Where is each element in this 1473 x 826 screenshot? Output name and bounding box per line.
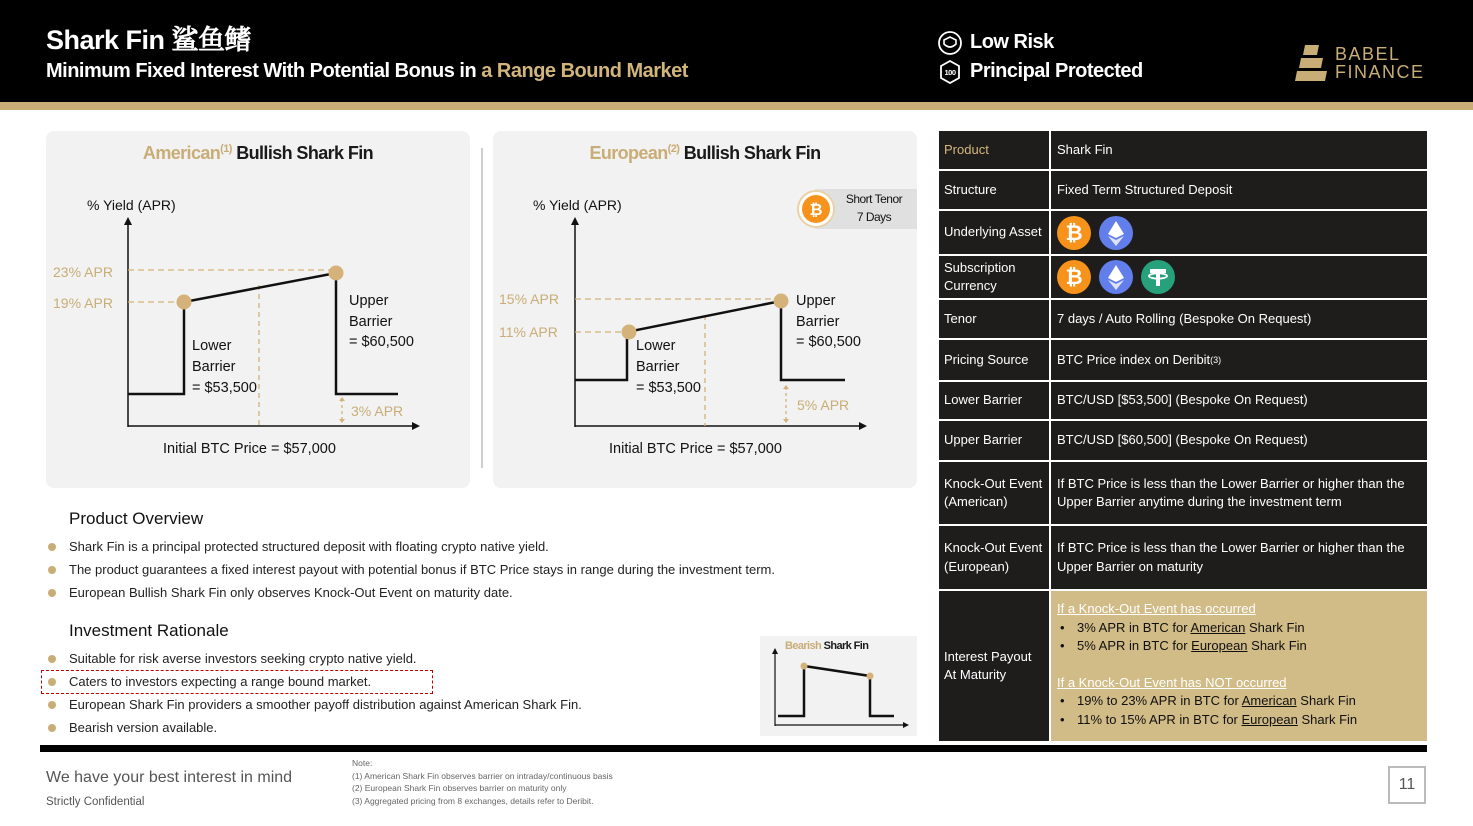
table-row [939,131,1427,171]
table-row [939,382,1427,421]
european-apr-low: 11% APR [499,324,558,340]
american-lower-line2: Barrier [192,359,236,375]
payout-text: Shark Fin [1296,693,1356,708]
chart-divider [481,148,483,468]
badge-low-risk-label: Low Risk [970,31,1054,53]
european-lower-line1: Lower [636,338,676,354]
american-upper-line3: = $60,500 [349,334,414,350]
subscription-value [1051,256,1427,298]
american-y-label: % Yield (APR) [87,197,176,213]
payout-text: 11% to 15% APR in BTC for [1077,711,1242,727]
product-value: Shark Fin [1051,131,1427,169]
bearish-y-arrow [772,648,778,654]
bitcoin-glyph: ₿ [809,200,823,219]
american-lower-point [177,295,192,310]
product-label: Product [939,131,1051,169]
american-payoff-diagram [46,131,470,488]
table-row [939,526,1427,591]
babel-logo [1293,43,1425,83]
european-lower-point [622,325,637,340]
american-x-arrow [412,422,420,430]
ko-american-value: If BTC Price is less than the Lower Barrier or higher than the Upper Barrier anytime during the investment term [1051,462,1427,524]
footer-confidential: Strictly Confidential [46,796,145,808]
ethereum-icon [1099,216,1133,250]
bearish-title-accent: Bearish [785,640,822,652]
bearish-payoff-line [778,666,894,716]
bearish-upper-point [801,663,808,670]
european-upper-line1: Upper [796,293,836,309]
babel-logo-icon [1293,43,1329,83]
logo-text [1335,45,1425,81]
payout-spacer [1057,656,1421,674]
european-x-label: Initial BTC Price = $57,000 [609,441,782,457]
american-upper-line2: Barrier [349,314,393,330]
rationale-heading: Investment Rationale [69,621,229,640]
list-item: European Bullish Shark Fin only observes Knock-Out Event on maturity date. [46,581,775,604]
svg-text:₿: ₿ [1065,220,1083,245]
european-chart-panel [493,131,917,488]
table-row [939,256,1427,300]
payout-noko-heading: If a Knock-Out Event has NOT occurred [1057,674,1287,690]
upper-barrier-value: BTC/USD [$60,500] (Bespoke On Request) [1051,421,1427,460]
tenor-badge-line2: 7 Days [856,210,892,224]
table-row [939,300,1427,340]
american-ko-arrow-down [339,419,345,423]
bearish-lower-point [867,673,874,680]
european-apr-ko: 5% APR [797,397,850,413]
list-item [1057,637,1421,656]
european-x-arrow [859,422,867,430]
list-item: European Shark Fin providers a smoother payoff distribution against American Shark Fin. [46,693,582,716]
american-chart-panel [46,131,470,488]
payout-text: European [1191,638,1248,653]
european-title-sup: (2) [667,143,680,155]
american-apr-ko: 3% APR [351,403,404,419]
tether-icon [1141,260,1175,294]
logo-line-1: BABEL [1335,44,1401,64]
european-y-arrow [571,217,579,225]
list-item: Suitable for risk averse investors seeking crypto native yield. [46,647,582,670]
page-title: Shark Fin 鲨鱼鳍 [46,25,252,55]
badge-principal-protected [938,57,1143,86]
bearish-x-arrow [903,722,909,728]
footer-tagline: We have your best interest in mind [46,769,293,786]
product-terms-table [939,131,1427,741]
table-row [939,421,1427,462]
logo-line-2: FINANCE [1335,62,1425,82]
payout-text: 5% APR in BTC for [1077,638,1192,653]
shield-check-icon [938,31,962,55]
payout-label: Interest Payout At Maturity [939,591,1051,741]
table-row [939,591,1427,741]
american-apr-high: 23% APR [53,264,113,280]
badge-principal-label: Principal Protected [970,60,1143,82]
payout-text: American [1241,693,1297,708]
payout-ko-heading: If a Knock-Out Event has occurred [1057,601,1256,616]
list-item: The product guarantees a fixed interest payout with potential bonus if BTC Price stays in range during the investment term. [46,558,775,581]
table-row [939,340,1427,382]
highlight-box [41,670,433,694]
american-upper-line1: Upper [349,293,389,309]
american-title-main: Bullish Shark Fin [231,143,374,163]
note-item: (1) American Shark Fin observes barrier on intraday/continuous basis [352,770,613,781]
european-title-accent: European [589,143,668,163]
subscription-label: Subscription Currency [939,256,1051,298]
bearish-payoff-diagram [760,636,917,736]
underlying-value [1051,211,1427,254]
pricing-label: Pricing Source [939,340,1051,380]
table-row [939,211,1427,256]
table-row [939,462,1427,526]
payout-text: American [1190,619,1246,635]
payout-value [1051,591,1427,741]
overview-list [46,535,775,604]
american-upper-point [329,266,344,281]
ethereum-icon [1099,260,1133,294]
payout-text: 3% APR in BTC for [1077,619,1191,635]
european-upper-point [774,294,789,309]
subtitle-main: Minimum Fixed Interest With Potential Bonus in [46,60,482,82]
pricing-text: BTC Price index on Deribit [1057,351,1211,367]
european-y-label: % Yield (APR) [533,197,622,213]
tenor-badge-line1: Short Tenor [845,192,903,206]
structure-label: Structure [939,171,1051,209]
american-title-accent: American [142,143,221,163]
payout-text: European [1241,711,1298,727]
american-lower-line1: Lower [192,338,232,354]
table-row [939,171,1427,211]
risk-badges [938,28,1143,86]
svg-text:₿: ₿ [1065,265,1083,289]
notes-heading: Note: [352,758,373,768]
european-lower-line2: Barrier [636,359,680,375]
note-item: (2) European Shark Fin observes barrier on maturity only [352,783,567,793]
footer-bar [40,745,1427,752]
american-y-arrow [124,217,132,225]
pricing-value [1051,340,1427,380]
lower-barrier-label: Lower Barrier [939,382,1051,419]
list-item: Shark Fin is a principal protected structured deposit with floating crypto native yield. [46,535,775,558]
footer-notes [352,757,613,807]
underlying-label: Underlying Asset [939,211,1051,254]
bearish-mini-chart [760,636,917,736]
american-title-sup: (1) [220,143,232,155]
overview-heading: Product Overview [69,509,204,528]
european-ko-arrow-down [783,419,789,423]
list-item [1057,619,1421,638]
american-ko-arrow-up [339,397,345,401]
european-payoff-diagram [493,131,917,488]
list-item [1057,692,1421,711]
american-x-label: Initial BTC Price = $57,000 [163,441,336,457]
american-lower-line3: = $53,500 [192,380,257,396]
badge-low-risk [938,28,1143,57]
tenor-value: 7 days / Auto Rolling (Bespoke On Request) [1051,300,1427,338]
upper-barrier-label: Upper Barrier [939,421,1051,460]
subtitle-accent: a Range Bound Market [481,60,688,82]
svg-text:100: 100 [944,67,956,77]
tenor-label: Tenor [939,300,1051,338]
european-upper-line3: = $60,500 [796,334,861,350]
payout-text: Shark Fin [1245,619,1305,635]
european-lower-line3: = $53,500 [636,380,701,396]
american-apr-low: 19% APR [53,295,113,311]
lower-barrier-value: BTC/USD [$53,500] (Bespoke On Request) [1051,382,1427,419]
payout-text: 19% to 23% APR in BTC for [1077,693,1242,708]
european-ko-arrow-up [783,385,789,389]
payout-text: Shark Fin [1247,638,1307,653]
structure-value: Fixed Term Structured Deposit [1051,171,1427,209]
ko-european-value: If BTC Price is less than the Lower Barrier or higher than the Upper Barrier on maturity [1051,526,1427,589]
page-number: 11 [1388,766,1426,804]
european-apr-high: 15% APR [499,291,559,307]
european-title-main: Bullish Shark Fin [679,143,821,163]
header-accent-stripe [0,102,1473,110]
ko-american-label: Knock-Out Event (American) [939,462,1051,524]
european-upper-line2: Barrier [796,314,840,330]
ko-european-label: Knock-Out Event (European) [939,526,1051,589]
pricing-sup: (3) [1210,354,1222,365]
100-percent-icon [938,60,962,84]
payout-text: Shark Fin [1297,711,1358,727]
bearish-title-main: Shark Fin [821,640,869,652]
bitcoin-icon [1057,260,1091,294]
list-item: Bearish version available. [46,716,582,739]
bitcoin-icon [1057,216,1091,250]
page-subtitle [46,60,688,83]
list-item: Caters to investors expecting a range bound market. [46,670,582,693]
note-item: (3) Aggregated pricing from 8 exchanges, details refer to Deribit. [352,795,594,806]
list-item [1057,711,1421,730]
